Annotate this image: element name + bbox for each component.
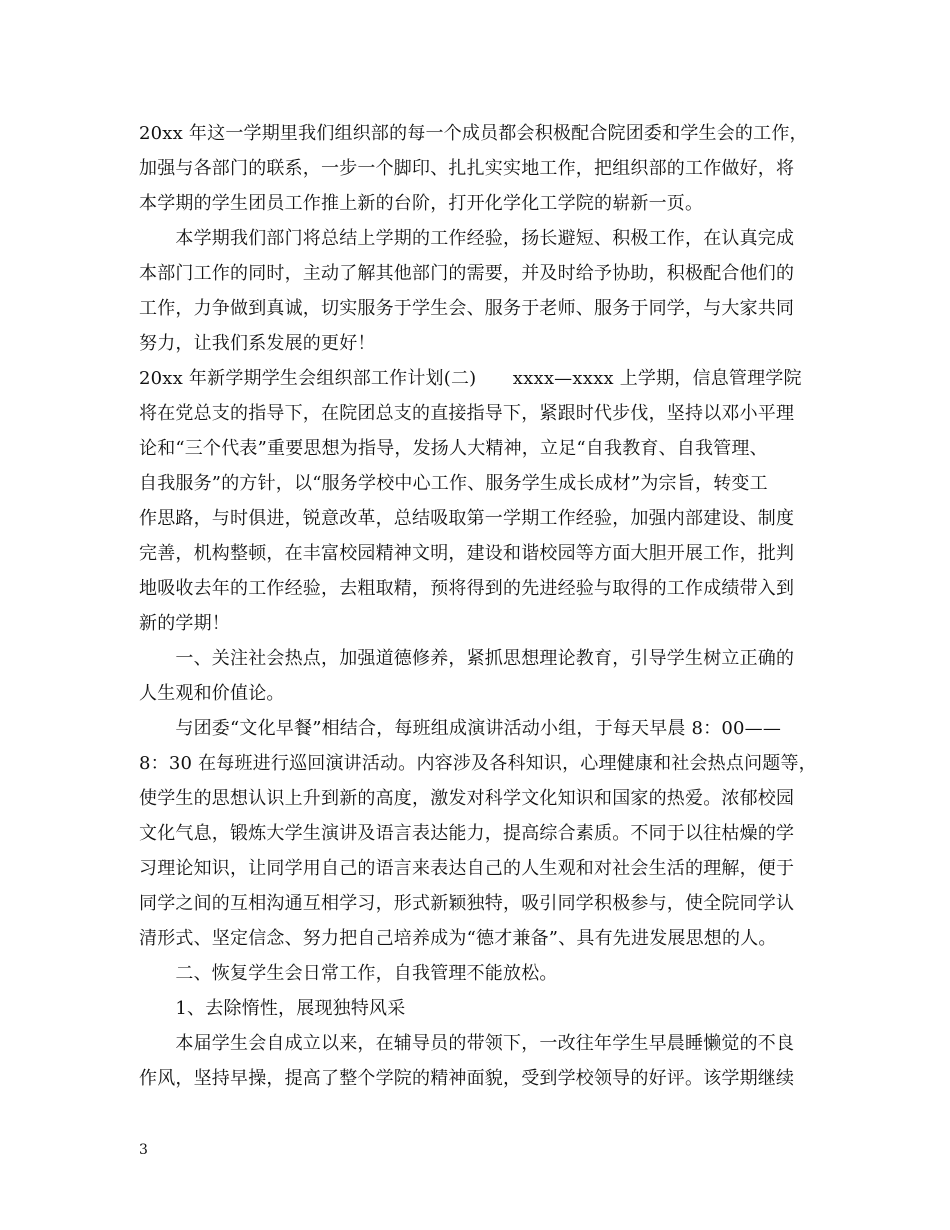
text-line: 8：30 在每班进行巡回演讲活动。内容涉及各科知识，心理健康和社会热点问题等， xyxy=(139,753,817,774)
text-line: 论和“三个代表”重要思想为指导，发扬人大精神，立足“自我教育、自我管理、 xyxy=(139,438,768,459)
text-line: 完善，机构整顿，在丰富校园精神文明，建设和谐校园等方面大胆开展工作，批判 xyxy=(139,543,795,564)
text-line: 20xx 年新学期学生会组织部工作计划(二) xxxx—xxxx 上学期，信息管理学院 xyxy=(139,368,802,389)
text-line: 一、关注社会热点，加强道德修养，紧抓思想理论教育，引导学生树立正确的 xyxy=(139,648,795,669)
text-line: 作风，坚持早操，提高了整个学院的精神面貌，受到学校领导的好评。该学期继续 xyxy=(139,1068,795,1089)
text-line: 努力，让我们系发展的更好！ xyxy=(139,333,376,354)
text-line: 作思路，与时俱进，锐意改革，总结吸取第一学期工作经验，加强内部建设、制度 xyxy=(139,508,795,529)
text-line: 工作，力争做到真诚，切实服务于学生会、服务于老师、服务于同学，与大家共同 xyxy=(139,298,795,319)
text-line: 同学之间的互相沟通互相学习，形式新颖独特，吸引同学积极参与，使全院同学认 xyxy=(139,893,795,914)
text-line: 本届学生会自成立以来，在辅导员的带领下，一改往年学生早晨睡懒觉的不良 xyxy=(139,1033,795,1054)
text-line: 本学期的学生团员工作推上新的台阶，打开化学化工学院的崭新一页。 xyxy=(139,193,704,214)
text-line: 使学生的思想认识上升到新的高度，激发对科学文化知识和国家的热爱。浓郁校园 xyxy=(139,788,795,809)
text-line: 人生观和价值论。 xyxy=(139,683,285,704)
page-number: 3 xyxy=(139,1142,148,1158)
text-line: 清形式、坚定信念、努力把自己培养成为“德才兼备”、具有先进发展思想的人。 xyxy=(139,928,777,949)
text-line: 二、恢复学生会日常工作，自我管理不能放松。 xyxy=(139,963,558,984)
text-line: 20xx 年这一学期里我们组织部的每一个成员都会积极配合院团委和学生会的工作， xyxy=(139,123,808,144)
text-line: 自我服务”的方针，以“服务学校中心工作、服务学生成长成材”为宗旨，转变工 xyxy=(139,473,768,494)
text-line: 加强与各部门的联系，一步一个脚印、扎扎实实地工作，把组织部的工作做好，将 xyxy=(139,158,795,179)
text-line: 地吸收去年的工作经验，去粗取精，预将得到的先进经验与取得的工作成绩带入到 xyxy=(139,578,795,599)
text-line: 本部门工作的同时，主动了解其他部门的需要，并及时给予协助，积极配合他们的 xyxy=(139,263,795,284)
text-line: 本学期我们部门将总结上学期的工作经验，扬长避短、积极工作，在认真完成 xyxy=(139,228,795,249)
text-line: 1、去除惰性，展现独特风采 xyxy=(139,998,406,1019)
text-line: 新的学期！ xyxy=(139,613,230,634)
text-line: 与团委“文化早餐”相结合，每班组成演讲活动小组，于每天早晨 8：00—— xyxy=(139,718,782,739)
text-line: 习理论知识，让同学用自己的语言来表达自己的人生观和对社会生活的理解，便于 xyxy=(139,858,795,879)
text-line: 文化气息，锻炼大学生演讲及语言表达能力，提高综合素质。不同于以往枯燥的学 xyxy=(139,823,795,844)
text-line: 将在党总支的指导下，在院团总支的直接指导下，紧跟时代步伐，坚持以邓小平理 xyxy=(139,403,795,424)
